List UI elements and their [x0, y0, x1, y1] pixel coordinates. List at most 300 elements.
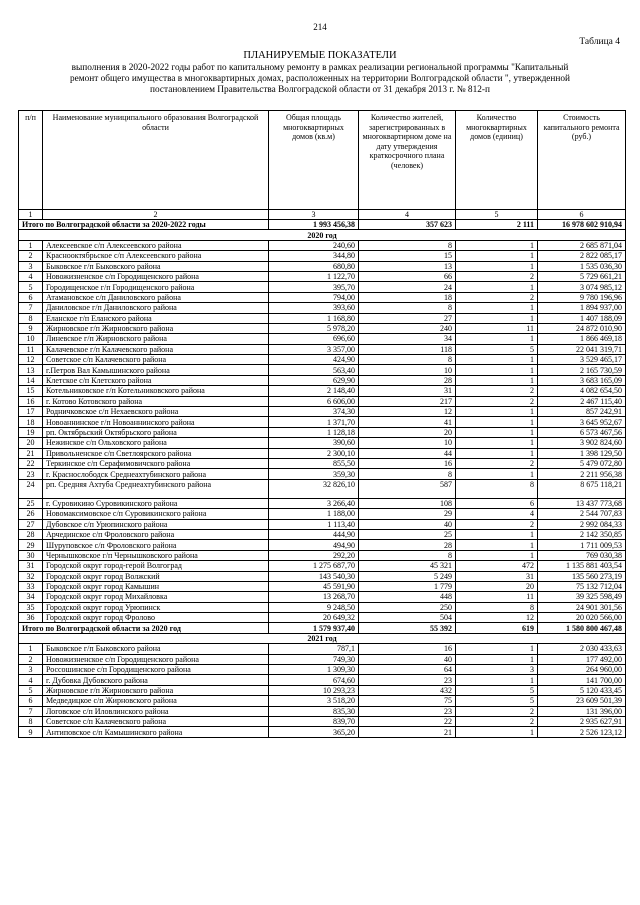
- residents-value: 12: [359, 407, 456, 417]
- area-value: 855,50: [269, 458, 359, 468]
- table-row: [19, 540, 626, 550]
- table-row: [19, 675, 626, 685]
- total-area: 1 579 937,40: [269, 623, 359, 633]
- municipality-name: Даниловское г/п Даниловского района: [43, 303, 269, 313]
- table-row: [19, 355, 626, 365]
- row-number: 4: [19, 271, 43, 281]
- table-header-row: [19, 111, 626, 210]
- municipality-name: Новомаксимовское с/п Суровикинского района: [43, 509, 269, 519]
- municipality-name: Еланское г/п Еланского района: [43, 313, 269, 323]
- cost-value: 39 325 598,49: [538, 592, 626, 602]
- cost-value: 6 573 467,56: [538, 427, 626, 437]
- cost-value: 75 132 712,04: [538, 581, 626, 591]
- residents-value: 25: [359, 529, 456, 539]
- municipality-name: Городской округ город Волжский: [43, 571, 269, 581]
- row-number: 12: [19, 355, 43, 365]
- row-number: 20: [19, 438, 43, 448]
- houses-value: 2: [456, 271, 538, 281]
- houses-value: 1: [456, 334, 538, 344]
- total-houses: 2 111: [456, 220, 538, 230]
- year-heading: 2021 год: [19, 633, 626, 643]
- cost-value: 2 935 627,91: [538, 716, 626, 726]
- year-heading: 2020 год: [19, 230, 626, 240]
- row-number: 18: [19, 417, 43, 427]
- residents-value: 15: [359, 251, 456, 261]
- municipality-name: г. Дубовка Дубовского района: [43, 675, 269, 685]
- table-row: [19, 509, 626, 519]
- column-number: 1: [19, 210, 43, 220]
- area-value: 1 188,00: [269, 509, 359, 519]
- table-row: [19, 323, 626, 333]
- total-label: Итого по Волгоградской области за 2020-2022 годы: [19, 220, 269, 230]
- row-number: 13: [19, 365, 43, 375]
- row-number: 5: [19, 685, 43, 695]
- area-value: 359,30: [269, 469, 359, 479]
- header-residents: Количество жителей, зарегистрированных в многоквартирном доме на дату утверждения краткосрочного плана (человек): [359, 111, 456, 210]
- subtitle-line: ремонт общего имущества в многоквартирных домах, расположенных на территории Волгоградской области ", утвержденной: [69, 74, 571, 84]
- header-cost: Стоимость капитального ремонта (руб.): [538, 111, 626, 210]
- residents-value: 8: [359, 240, 456, 250]
- area-value: 1 371,70: [269, 417, 359, 427]
- cost-value: 5 479 072,80: [538, 458, 626, 468]
- table-row: [19, 581, 626, 591]
- houses-value: 1: [456, 313, 538, 323]
- houses-value: 1: [456, 675, 538, 685]
- area-value: 835,30: [269, 706, 359, 716]
- municipality-name: г. Суровикино Суровикинского района: [43, 498, 269, 508]
- table-row: [19, 479, 626, 498]
- cost-value: 5 729 661,21: [538, 271, 626, 281]
- row-number: 16: [19, 396, 43, 406]
- table-row: [19, 613, 626, 623]
- column-number: 6: [538, 210, 626, 220]
- cost-value: 9 780 196,96: [538, 292, 626, 302]
- page-number: 214: [313, 22, 327, 32]
- row-number: 9: [19, 323, 43, 333]
- residents-value: 16: [359, 458, 456, 468]
- table-row: [19, 271, 626, 281]
- houses-value: 1: [456, 417, 538, 427]
- area-value: 794,00: [269, 292, 359, 302]
- row-number: 1: [19, 240, 43, 250]
- cost-value: 135 560 273,19: [538, 571, 626, 581]
- table-row: [19, 375, 626, 385]
- table-row: [19, 448, 626, 458]
- table-body: [19, 111, 626, 738]
- municipality-name: Городской округ город Урюпинск: [43, 602, 269, 612]
- houses-value: 2: [456, 396, 538, 406]
- houses-value: 31: [456, 571, 538, 581]
- row-number: 4: [19, 675, 43, 685]
- residents-value: 28: [359, 540, 456, 550]
- area-value: 1 128,18: [269, 427, 359, 437]
- houses-value: 1: [456, 550, 538, 560]
- column-number: 2: [43, 210, 269, 220]
- residents-value: 21: [359, 727, 456, 737]
- cost-value: 5 120 433,45: [538, 685, 626, 695]
- municipality-name: рп. Средняя Ахтуба Среднеахтубинского района: [43, 479, 269, 498]
- row-number: 3: [19, 261, 43, 271]
- cost-value: 2 822 085,17: [538, 251, 626, 261]
- area-value: 696,60: [269, 334, 359, 344]
- municipality-name: Новожизненское с/п Городищенского района: [43, 271, 269, 281]
- cost-value: 2 526 123,12: [538, 727, 626, 737]
- table-row: [19, 602, 626, 612]
- table-row: [19, 644, 626, 654]
- table-row: [19, 251, 626, 261]
- houses-value: 5: [456, 696, 538, 706]
- area-value: 2 300,10: [269, 448, 359, 458]
- cost-value: 2 142 350,85: [538, 529, 626, 539]
- residents-value: 13: [359, 261, 456, 271]
- column-number: 5: [456, 210, 538, 220]
- houses-value: 1: [456, 540, 538, 550]
- area-value: 5 978,20: [269, 323, 359, 333]
- residents-value: 10: [359, 365, 456, 375]
- municipality-name: г.Петров Вал Камышинского района: [43, 365, 269, 375]
- municipality-name: Городской округ город Фролово: [43, 613, 269, 623]
- year-heading-row: [19, 230, 626, 240]
- residents-value: 250: [359, 602, 456, 612]
- houses-value: 1: [456, 644, 538, 654]
- area-value: 20 649,32: [269, 613, 359, 623]
- table-row: [19, 334, 626, 344]
- row-number: 28: [19, 529, 43, 539]
- table-row: [19, 561, 626, 571]
- residents-value: 44: [359, 448, 456, 458]
- grand-total-row: [19, 220, 626, 230]
- area-value: 674,60: [269, 675, 359, 685]
- municipality-name: Родничковское с/п Нехаевского района: [43, 407, 269, 417]
- municipality-name: Арчединское с/п Фроловского района: [43, 529, 269, 539]
- municipality-name: Новоаннинское г/п Новоаннинского района: [43, 417, 269, 427]
- indicators-table: [18, 110, 626, 738]
- area-value: 749,30: [269, 654, 359, 664]
- table-row: [19, 654, 626, 664]
- row-number: 7: [19, 706, 43, 716]
- cost-value: 1 135 881 403,54: [538, 561, 626, 571]
- houses-value: 1: [456, 469, 538, 479]
- houses-value: 5: [456, 685, 538, 695]
- municipality-name: Быковское г/п Быковского района: [43, 261, 269, 271]
- municipality-name: Жирновское г/п Жирновского района: [43, 685, 269, 695]
- municipality-name: Медведицкое с/п Жирновского района: [43, 696, 269, 706]
- year-total-row: [19, 623, 626, 633]
- row-number: 34: [19, 592, 43, 602]
- column-number: 4: [359, 210, 456, 220]
- municipality-name: Городищенское г/п Городищенского района: [43, 282, 269, 292]
- houses-value: 1: [456, 448, 538, 458]
- table-row: [19, 303, 626, 313]
- table-row: [19, 529, 626, 539]
- table-row: [19, 592, 626, 602]
- cost-value: 3 902 824,60: [538, 438, 626, 448]
- municipality-name: Новожизненское с/п Городищенского района: [43, 654, 269, 664]
- houses-value: 11: [456, 592, 538, 602]
- total-houses: 619: [456, 623, 538, 633]
- houses-value: 1: [456, 529, 538, 539]
- houses-value: 5: [456, 344, 538, 354]
- area-value: 393,60: [269, 303, 359, 313]
- cost-value: 264 960,00: [538, 665, 626, 675]
- row-number: 8: [19, 716, 43, 726]
- table-row: [19, 261, 626, 271]
- houses-value: 11: [456, 323, 538, 333]
- area-value: 395,70: [269, 282, 359, 292]
- cost-value: 2 467 115,40: [538, 396, 626, 406]
- table-row: [19, 727, 626, 737]
- area-value: 1 122,70: [269, 271, 359, 281]
- houses-value: 1: [456, 251, 538, 261]
- cost-value: 141 700,00: [538, 675, 626, 685]
- houses-value: 1: [456, 654, 538, 664]
- cost-value: 2 685 871,04: [538, 240, 626, 250]
- residents-value: 23: [359, 675, 456, 685]
- residents-value: 40: [359, 519, 456, 529]
- houses-value: 6: [456, 498, 538, 508]
- header-houses: Количество многоквартирных домов (единиц): [456, 111, 538, 210]
- cost-value: 1 407 188,09: [538, 313, 626, 323]
- municipality-name: Линевское г/п Жирновского района: [43, 334, 269, 344]
- area-value: 374,30: [269, 407, 359, 417]
- cost-value: 1 535 036,30: [538, 261, 626, 271]
- residents-value: 20: [359, 427, 456, 437]
- total-label: Итого по Волгоградской области за 2020 год: [19, 623, 269, 633]
- document-title: ПЛАНИРУЕМЫЕ ПОКАЗАТЕЛИ: [243, 50, 397, 61]
- municipality-name: Клетское с/п Клетского района: [43, 375, 269, 385]
- cost-value: 177 492,00: [538, 654, 626, 664]
- subtitle-line: постановлением Правительства Волгоградской области от 31 декабря 2013 г. № 812-п: [150, 85, 490, 95]
- row-number: 33: [19, 581, 43, 591]
- area-value: 9 248,50: [269, 602, 359, 612]
- row-number: 17: [19, 407, 43, 417]
- row-number: 3: [19, 665, 43, 675]
- table-row: [19, 469, 626, 479]
- cost-value: 20 020 566,00: [538, 613, 626, 623]
- cost-value: 24 872 010,90: [538, 323, 626, 333]
- houses-value: 1: [456, 407, 538, 417]
- municipality-name: Привольненское с/п Светлоярского района: [43, 448, 269, 458]
- total-residents: 55 392: [359, 623, 456, 633]
- residents-value: 41: [359, 417, 456, 427]
- residents-value: 217: [359, 396, 456, 406]
- column-number-row: [19, 210, 626, 220]
- houses-value: 1: [456, 727, 538, 737]
- total-area: 1 993 456,38: [269, 220, 359, 230]
- residents-value: 432: [359, 685, 456, 695]
- cost-value: 2 211 956,38: [538, 469, 626, 479]
- municipality-name: Городской округ город-герой Волгоград: [43, 561, 269, 571]
- cost-value: 13 437 773,68: [538, 498, 626, 508]
- municipality-name: Теркинское с/п Серафимовичского района: [43, 458, 269, 468]
- municipality-name: Советское с/п Калачевского района: [43, 716, 269, 726]
- area-value: 3 518,20: [269, 696, 359, 706]
- municipality-name: Логовское с/п Иловлинского района: [43, 706, 269, 716]
- row-number: 6: [19, 292, 43, 302]
- area-value: 1 309,30: [269, 665, 359, 675]
- cost-value: 23 609 501,39: [538, 696, 626, 706]
- header-area: Общая площадь многоквартирных домов (кв.м): [269, 111, 359, 210]
- row-number: 1: [19, 644, 43, 654]
- residents-value: 45 321: [359, 561, 456, 571]
- row-number: 24: [19, 479, 43, 498]
- municipality-name: Городской округ город Михайловка: [43, 592, 269, 602]
- table-row: [19, 550, 626, 560]
- residents-value: 29: [359, 509, 456, 519]
- row-number: 21: [19, 448, 43, 458]
- municipality-name: Жирновское г/п Жирновского района: [43, 323, 269, 333]
- residents-value: 504: [359, 613, 456, 623]
- houses-value: 20: [456, 581, 538, 591]
- row-number: 19: [19, 427, 43, 437]
- area-value: 390,60: [269, 438, 359, 448]
- houses-value: 8: [456, 479, 538, 498]
- table-row: [19, 427, 626, 437]
- cost-value: 1 398 129,50: [538, 448, 626, 458]
- houses-value: 2: [456, 519, 538, 529]
- cost-value: 22 041 319,71: [538, 344, 626, 354]
- table-row: [19, 696, 626, 706]
- residents-value: 1 779: [359, 581, 456, 591]
- table-row: [19, 240, 626, 250]
- total-residents: 357 623: [359, 220, 456, 230]
- municipality-name: Атамановское с/п Даниловского района: [43, 292, 269, 302]
- municipality-name: Шуруповское с/п Фроловского района: [43, 540, 269, 550]
- row-number: 8: [19, 313, 43, 323]
- area-value: 6 606,00: [269, 396, 359, 406]
- residents-value: 64: [359, 665, 456, 675]
- houses-value: 2: [456, 716, 538, 726]
- area-value: 143 540,30: [269, 571, 359, 581]
- row-number: 7: [19, 303, 43, 313]
- document-subtitle: [20, 63, 620, 96]
- municipality-name: Калачевское г/п Калачевского района: [43, 344, 269, 354]
- area-value: 45 591,90: [269, 581, 359, 591]
- row-number: 11: [19, 344, 43, 354]
- area-value: 10 293,23: [269, 685, 359, 695]
- municipality-name: г. Котово Котовского района: [43, 396, 269, 406]
- row-number: 2: [19, 654, 43, 664]
- municipality-name: Краснооктябрьское с/п Алексеевского района: [43, 251, 269, 261]
- cost-value: 3 683 165,09: [538, 375, 626, 385]
- houses-value: 1: [456, 438, 538, 448]
- table-row: [19, 706, 626, 716]
- residents-value: 27: [359, 313, 456, 323]
- row-number: 9: [19, 727, 43, 737]
- residents-value: 8: [359, 469, 456, 479]
- municipality-name: Котельниковское г/п Котельниковского района: [43, 386, 269, 396]
- residents-value: 5 249: [359, 571, 456, 581]
- cost-value: 3 645 952,67: [538, 417, 626, 427]
- houses-value: 1: [456, 375, 538, 385]
- residents-value: 28: [359, 375, 456, 385]
- row-number: 23: [19, 469, 43, 479]
- houses-value: 2: [456, 458, 538, 468]
- area-value: 494,90: [269, 540, 359, 550]
- houses-value: 1: [456, 261, 538, 271]
- municipality-name: Городской округ город Камышин: [43, 581, 269, 591]
- table-row: [19, 365, 626, 375]
- row-number: 31: [19, 561, 43, 571]
- header-name: Наименование муниципального образования Волгоградской области: [43, 111, 269, 210]
- table-row: [19, 282, 626, 292]
- municipality-name: Советское с/п Калачевского района: [43, 355, 269, 365]
- residents-value: 118: [359, 344, 456, 354]
- row-number: 22: [19, 458, 43, 468]
- header-n: п/п: [19, 111, 43, 210]
- houses-value: 472: [456, 561, 538, 571]
- total-cost: 1 580 800 467,48: [538, 623, 626, 633]
- area-value: 1 275 687,70: [269, 561, 359, 571]
- area-value: 680,80: [269, 261, 359, 271]
- cost-value: 131 396,00: [538, 706, 626, 716]
- cost-value: 2 030 433,63: [538, 644, 626, 654]
- area-value: 344,80: [269, 251, 359, 261]
- residents-value: 22: [359, 716, 456, 726]
- table-label: Таблица 4: [579, 37, 620, 47]
- municipality-name: рп. Октябрьский Октябрьского района: [43, 427, 269, 437]
- residents-value: 448: [359, 592, 456, 602]
- houses-value: 12: [456, 613, 538, 623]
- residents-value: 587: [359, 479, 456, 498]
- residents-value: 75: [359, 696, 456, 706]
- table-row: [19, 716, 626, 726]
- area-value: 1 168,80: [269, 313, 359, 323]
- residents-value: 108: [359, 498, 456, 508]
- table-row: [19, 407, 626, 417]
- row-number: 14: [19, 375, 43, 385]
- area-value: 3 266,40: [269, 498, 359, 508]
- table-row: [19, 438, 626, 448]
- residents-value: 8: [359, 303, 456, 313]
- houses-value: 3: [456, 665, 538, 675]
- residents-value: 16: [359, 644, 456, 654]
- municipality-name: Дубовское с/п Урюпинского района: [43, 519, 269, 529]
- residents-value: 18: [359, 292, 456, 302]
- row-number: 30: [19, 550, 43, 560]
- cost-value: 8 675 118,21: [538, 479, 626, 498]
- houses-value: 1: [456, 355, 538, 365]
- residents-value: 8: [359, 550, 456, 560]
- houses-value: 1: [456, 282, 538, 292]
- houses-value: 2: [456, 706, 538, 716]
- row-number: 27: [19, 519, 43, 529]
- municipality-name: Россошинское с/п Городищенского района: [43, 665, 269, 675]
- municipality-name: Антиповское с/п Камышинского района: [43, 727, 269, 737]
- area-value: 424,90: [269, 355, 359, 365]
- area-value: 563,40: [269, 365, 359, 375]
- row-number: 32: [19, 571, 43, 581]
- row-number: 29: [19, 540, 43, 550]
- row-number: 15: [19, 386, 43, 396]
- municipality-name: г. Краснослободск Среднеахтубинского района: [43, 469, 269, 479]
- table-row: [19, 344, 626, 354]
- row-number: 5: [19, 282, 43, 292]
- area-value: 292,20: [269, 550, 359, 560]
- table-row: [19, 458, 626, 468]
- area-value: 32 826,10: [269, 479, 359, 498]
- residents-value: 23: [359, 706, 456, 716]
- column-number: 3: [269, 210, 359, 220]
- residents-value: 31: [359, 386, 456, 396]
- houses-value: 2: [456, 386, 538, 396]
- residents-value: 240: [359, 323, 456, 333]
- row-number: 10: [19, 334, 43, 344]
- table-row: [19, 313, 626, 323]
- cost-value: 769 030,38: [538, 550, 626, 560]
- area-value: 13 268,70: [269, 592, 359, 602]
- houses-value: 1: [456, 303, 538, 313]
